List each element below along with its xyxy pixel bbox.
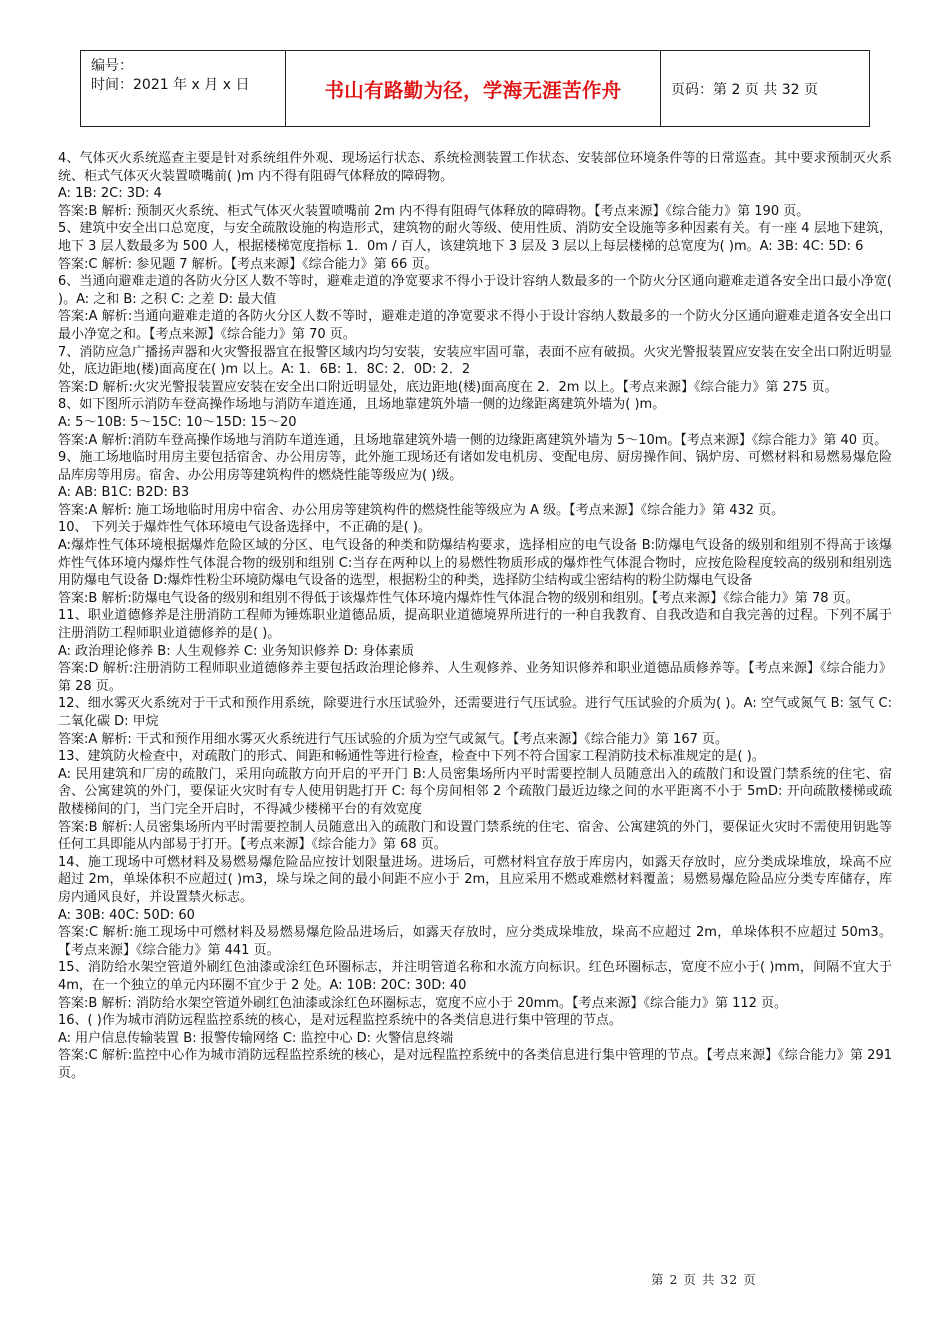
text-line: 答案:C 解析: 参见题 7 解析。【考点来源】《综合能力》第 66 页。 bbox=[58, 256, 438, 272]
text-line: 15、消防给水架空管道外刷红色油漆或涂红色环圈标志，并注明管道名称和水流方向标识。红色环圈标志，宽度不应小于( )mm，间隔不宜大于 4m，在一个独立的单元内环圈不宜少于 2 处。A: 10B: 20C: 30D: 40 bbox=[58, 960, 892, 993]
header-motto: 书山有路勤为径，学海无涯苦作舟 bbox=[324, 78, 622, 102]
document-body bbox=[58, 150, 892, 1082]
text-line: 6、当通向避难走道的各防火分区人数不等时，避难走道的净宽要求不得小于设计容纳人数最多的一个防火分区通向避难走道各安全出口最小净宽( )。A: 之和 B: 之积 C: 之差 D: 最大值 bbox=[58, 274, 892, 307]
document-number-label: 编号： bbox=[91, 58, 133, 74]
text-line: 8、如下图所示消防车登高操作场地与消防车道连通，且场地靠建筑外墙一侧的边缘距离建筑外墙为( )m。 bbox=[58, 397, 666, 413]
text-line: A: AB: B1C: B2D: B3 bbox=[58, 485, 190, 501]
text-line: 答案:D 解析:火灾光警报装置应安装在安全出口附近明显处，底边距地(楼)面高度在 2．2m 以上。【考点来源】《综合能力》第 275 页。 bbox=[58, 379, 838, 395]
page-footer: 第 2 页 共 32 页 bbox=[651, 1272, 757, 1287]
text-line: 12、细水雾灭火系统对于干式和预作用系统，除要进行水压试验外，还需要进行气压试验。进行气压试验的介质为( )。A: 空气或氮气 B: 氢气 C: 二氧化碳 D: 甲烷 bbox=[58, 696, 892, 729]
text-line: A: 30B: 40C: 50D: 60 bbox=[58, 907, 195, 923]
text-line: 答案:A 解析: 干式和预作用细水雾灭火系统进行气压试验的介质为空气或氮气。【考点来源】《综合能力》第 167 页。 bbox=[58, 731, 728, 747]
text-line: 11、职业道德修养是注册消防工程师为锤炼职业道德品质，提高职业道德境界所进行的一种自我教育、自我改造和自我完善的过程。下列不属于注册消防工程师职业道德修养的是( )。 bbox=[58, 608, 892, 642]
text-line: 答案:A 解析:当通向避难走道的各防火分区人数不等时，避难走道的净宽要求不得小于设计容纳人数最多的一个防火分区通向避难走道各安全出口最小净宽之和。【考点来源】《综合能力》第 70 页。 bbox=[58, 309, 892, 342]
page-header bbox=[80, 50, 870, 127]
text-line: 答案:A 解析:消防车登高操作场地与消防车道连通，且场地靠建筑外墙一侧的边缘距离建筑外墙为 5～10m。【考点来源】《综合能力》第 40 页。 bbox=[58, 432, 888, 448]
text-line: 答案:A 解析: 施工场地临时用房中宿舍、办公用房等建筑构件的燃烧性能等级应为 A 级。【考点来源】《综合能力》第 432 页。 bbox=[58, 502, 785, 518]
text-line: 9、施工场地临时用房主要包括宿舍、办公用房等，此外施工现场还有诸如发电机房、变配电房、厨房操作间、锅炉房、可燃材料和易燃易爆危险品库房等用房。宿舍、办公用房等建筑构件的燃烧性能等级应为( )级。 bbox=[58, 450, 892, 483]
text-line: 答案:B 解析: 消防给水架空管道外刷红色油漆或涂红色环圈标志，宽度不应小于 20mm。【考点来源】《综合能力》第 112 页。 bbox=[58, 995, 788, 1011]
text-line: 答案:C 解析:施工现场中可燃材料及易燃易爆危险品进场后，如露天存放时，应分类成垛堆放，垛高不应超过 2m，单垛体积不应超过 50m3。【考点来源】《综合能力》第 441 页。 bbox=[58, 925, 892, 958]
text-line: 答案:B 解析:防爆电气设备的级别和组别不得低于该爆炸性气体环境内爆炸性气体混合物的级别和组别。【考点来源】《综合能力》第 78 页。 bbox=[58, 590, 859, 606]
header-motto-cell bbox=[286, 51, 661, 126]
text-line: 4、气体灭火系统巡查主要是针对系统组件外观、现场运行状态、系统检测装置工作状态、安装部位环境条件等的日常巡查。其中要求预制灭火系统、柜式气体灭火装置喷嘴前( )m 内不得有阻碍气体释放的障碍物。 bbox=[58, 151, 892, 184]
text-line: 7、消防应急广播扬声器和火灾警报器宜在报警区域内均匀安装，安装应牢固可靠，表面不应有破损。火灾光警报装置应安装在安全出口附近明显处，底边距地(楼)面高度在( )m 以上。A: 1．6B: 1．8C: 2．0D: 2．2 bbox=[58, 344, 892, 378]
document-time-label: 时间：2021 年 x 月 x 日 bbox=[91, 77, 250, 93]
text-line: 答案:B 解析:人员密集场所内平时需要控制人员随意出入的疏散门和设置门禁系统的住宅、宿舍、公寓建筑的外门，要保证火灾时不需使用钥匙等任何工具即能从内部易于打开。【考点来源】《综合能力》第 68 页。 bbox=[58, 819, 892, 853]
text-line: A: 民用建筑和厂房的疏散门，采用向疏散方向开启的平开门 B:人员密集场所内平时需要控制人员随意出入的疏散门和设置门禁系统的住宅、宿舍、公寓建筑的外门，要保证火灾时有专人使用钥匙打开 C: 每个房间相邻 2 个疏散门最近边缘之间的水平距离不小于 5mD: 开向疏散楼梯或疏散楼梯间的门，当门完全开启时，不得减少楼梯平台的有效宽度 bbox=[58, 766, 892, 817]
text-line: 答案:B 解析: 预制灭火系统、柜式气体灭火装置喷嘴前 2m 内不得有阻碍气体释放的障碍物。【考点来源】《综合能力》第 190 页。 bbox=[58, 203, 810, 219]
text-line: 16、( )作为城市消防远程监控系统的核心，是对远程监控系统中的各类信息进行集中管理的节点。 bbox=[58, 1013, 622, 1029]
text-line: 13、建筑防火检查中，对疏散门的形式、间距和畅通性等进行检查，检查中下列不符合国家工程消防技术标准规定的是( )。 bbox=[58, 749, 765, 765]
text-line: A:爆炸性气体环境根据爆炸危险区域的分区、电气设备的种类和防爆结构要求，选择相应的电气设备 B:防爆电气设备的级别和组别不得高于该爆炸性气体环境内爆炸性气体混合物的级别和组别 C:当存在两种以上的易燃性物质形成的爆炸性气体混合物时，应按危险程度较高的级别和组别选用防爆电气设备 D:爆炸性粉尘环境防爆电气设备的选型，根据粉尘的种类，选择防尘结构或尘密结构的粉尘防爆电气设备 bbox=[58, 538, 892, 589]
text-line: 14、施工现场中可燃材料及易燃易爆危险品应按计划限量进场。进场后，可燃材料宜存放于库房内，如露天存放时，应分类成垛堆放，垛高不应超过 2m，单垛体积不应超过( )m3，垛与垛之间的最小间距不应小于 2m，且应采用不燃或难燃材料覆盖；易燃易爆危险品应分类专库储存，库房内通风良好，并设置禁火标志。 bbox=[58, 854, 892, 905]
text-line: 答案:C 解析:监控中心作为城市消防远程监控系统的核心，是对远程监控系统中的各类信息进行集中管理的节点。【考点来源】《综合能力》第 291 页。 bbox=[58, 1048, 892, 1081]
header-page-cell bbox=[661, 51, 869, 126]
text-line: A: 5～10B: 5～15C: 10～15D: 15～20 bbox=[58, 414, 297, 430]
text-line: 答案:D 解析:注册消防工程师职业道德修养主要包括政治理论修养、人生观修养、业务知识修养和职业道德品质修养等。【考点来源】《综合能力》第 28 页。 bbox=[58, 661, 892, 694]
text-line: A: 政治理论修养 B: 人生观修养 C: 业务知识修养 D: 身体素质 bbox=[58, 643, 415, 659]
text-line: A: 用户信息传输装置 B: 报警传输网络 C: 监控中心 D: 火警信息终端 bbox=[58, 1030, 454, 1046]
header-page-info: 页码：第 2 页 共 32 页 bbox=[671, 81, 818, 98]
text-line: 5、建筑中安全出口总宽度，与安全疏散设施的构造形式，建筑物的耐火等级、使用性质、消防安全设施等多种因素有关。有一座 4 层地下建筑，地下 3 层人数最多为 500 人，根据楼梯宽度指标 1．0m / 百人，该建筑地下 3 层及 3 层以上每层楼梯的总宽度为( )m。A: 3B: 4C: 5D: 6 bbox=[58, 221, 892, 254]
text-line: A: 1B: 2C: 3D: 4 bbox=[58, 186, 162, 202]
text-line: 10、 下列关于爆炸性气体环境电气设备选择中，不正确的是( )。 bbox=[58, 520, 431, 536]
header-meta bbox=[81, 51, 286, 126]
